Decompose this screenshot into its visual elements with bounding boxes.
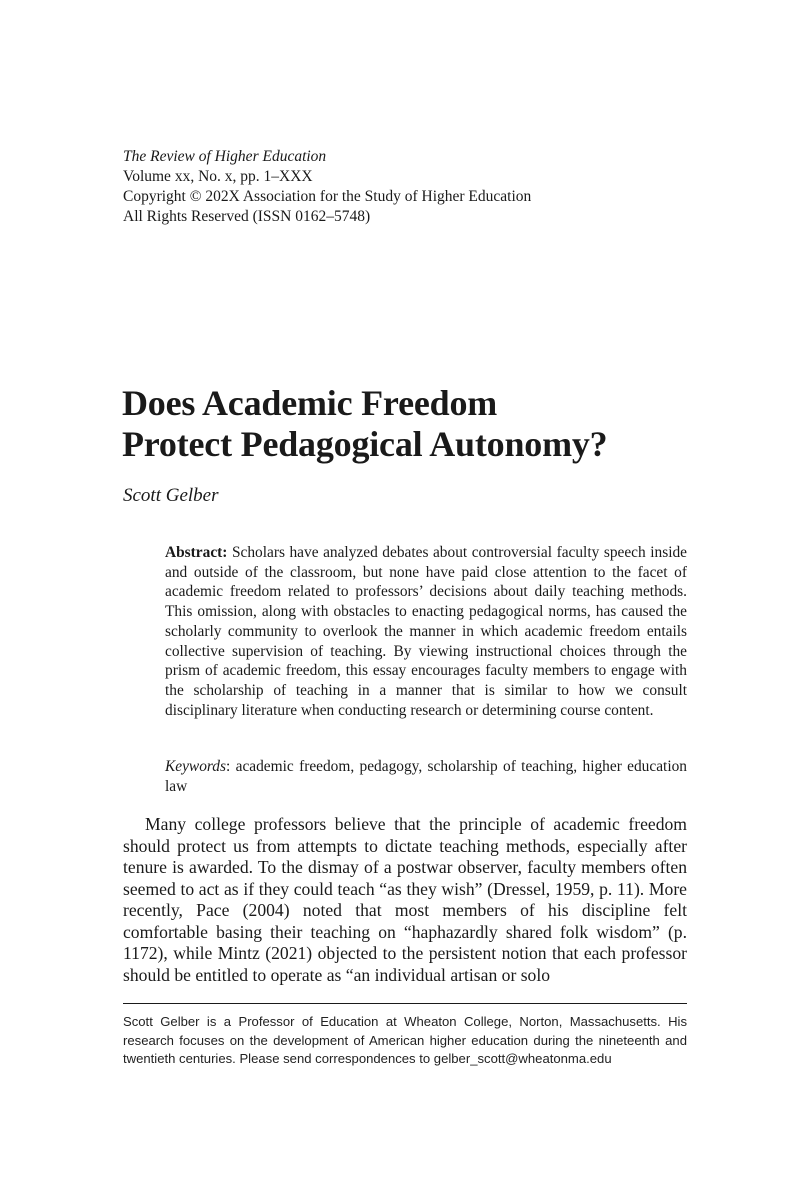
copyright-line: Copyright © 202X Association for the Study of Higher Education [123, 188, 532, 205]
keywords-label: Keywords [165, 758, 226, 775]
body-paragraph: Many college professors believe that the principle of academic freedom should protect us from attempts to dictate teaching methods, especially after tenure is awarded. To the dismay of a postwar observer, faculty members often seemed to act as if they could teach “as they wish” (Dressel, 1959, p. 11). More recently, Pace (2004) noted that most members of his discipline felt comfortable basing their teaching on “haphazardly shared folk wisdom” (p. 1172), while Mintz (2021) objected to the persistent notion that each professor should be entitled to operate as “an individual artisan or solo [123, 814, 687, 985]
title-line-2: Protect Pedagogical Autonomy? [122, 424, 608, 464]
abstract-text: Scholars have analyzed debates about controversial faculty speech inside and outside of the classroom, but none have paid close attention to the facet of academic freedom related to professors’ decisions about daily teaching methods. This omission, along with obstacles to enacting pedagogical norms, has caused the scholarly community to overlook the manner in which academic freedom entails collective supervision of teaching. By viewing instructional choices through the prism of academic freedom, this essay encourages faculty members to engage with the scholarship of teaching in a manner that is similar to how we consult disciplinary literature when conducting research or determining course content. [165, 544, 688, 719]
journal-header [123, 147, 723, 227]
abstract-label: Abstract: [165, 544, 228, 561]
title-line-1: Does Academic Freedom [122, 383, 498, 423]
volume-info: Volume xx, No. x, pp. 1–XXX [123, 168, 313, 185]
author-footnote: Scott Gelber is a Professor of Education at Wheaton College, Norton, Massachusetts. His research focuses on the development of American higher education during the nineteenth and twentieth centuries. Please send correspondences to gelber_scott@wheatonma.edu [123, 1014, 687, 1066]
journal-name: The Review of Higher Education [123, 148, 327, 165]
keywords-text: : academic freedom, pedagogy, scholarship of teaching, higher education law [165, 758, 687, 795]
rights-line: All Rights Reserved (ISSN 0162–5748) [123, 208, 371, 225]
abstract [165, 543, 687, 720]
footnote-divider [123, 1003, 687, 1004]
author-name: Scott Gelber [123, 485, 219, 506]
keywords [165, 757, 687, 796]
article-title [122, 383, 742, 465]
